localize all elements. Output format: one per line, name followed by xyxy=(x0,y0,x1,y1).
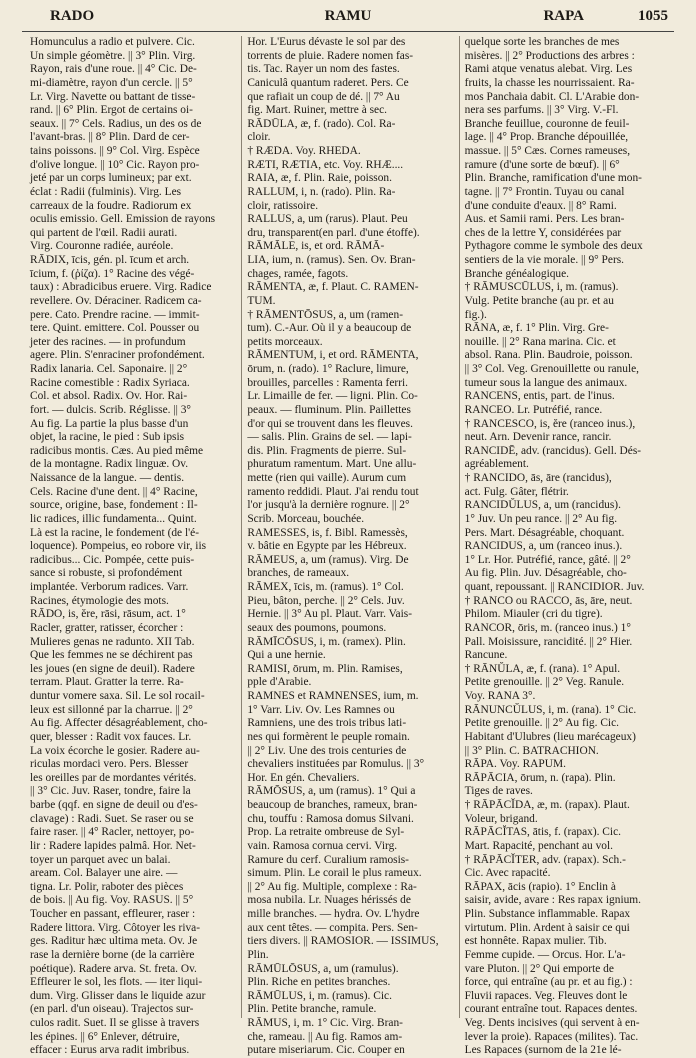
text-line: brouilles, parcelles : Ramenta ferri. xyxy=(247,376,408,389)
text-line: act. Fulg. Gâter, flétrir. xyxy=(464,485,569,498)
text-line: † RĀPĀCĬTER, adv. (rapax). Sch.- xyxy=(464,853,626,866)
text-line: Plin. Petite branche, ramule. xyxy=(247,1003,377,1016)
text-line: Habitant d'Ulubres (lieu marécageux) xyxy=(464,730,636,743)
text-line: RĀMENTA, æ, f. Plaut. C. RAMEN- xyxy=(247,281,419,294)
text-line: Scrib. Morceau, bouchée. xyxy=(247,512,365,525)
text-line: RĀDO, is, ĕre, rāsi, rāsum, act. 1° xyxy=(30,608,186,621)
text-line: Mulieres genas ne radunto. XII Tab. xyxy=(30,635,195,648)
text-line: de bois. || Au fig. Voy. RASUS. || 5° xyxy=(30,894,194,907)
text-line: poétique). Radere arva. St. freta. Ov. xyxy=(30,962,197,975)
text-line: terram. Plaut. Gratter la terre. Ra- xyxy=(30,676,184,689)
text-line: oculis emissio. Gell. Emission de rayons xyxy=(30,213,216,226)
text-line: tagne. || 7° Frontin. Tuyau ou canal xyxy=(464,185,625,198)
text-line: RĀPĀCIA, ōrum, n. (rapa). Plin. xyxy=(464,771,616,784)
text-line: RANCIDŬLUS, a, um (rancidus). xyxy=(464,499,621,512)
text-line: Petite grenouille. || 2° Au fig. Cic. xyxy=(464,717,619,730)
column-right xyxy=(459,36,670,1057)
text-line: nera ses parfums. || 3° Virg. V.-Fl. xyxy=(464,104,619,117)
text-line: courant entraîne tout. Rapaces dentes. xyxy=(464,1003,638,1016)
page-header xyxy=(22,8,674,30)
text-line: RĀNA, æ, f. 1° Plin. Virg. Gre- xyxy=(464,322,609,335)
text-line: Plin. xyxy=(247,948,269,961)
text-line: LIA, ium, n. (ramus). Sen. Ov. Bran- xyxy=(247,254,416,266)
text-line: faire raser. || 4° Racler, nettoyer, po- xyxy=(30,826,195,839)
text-line: Là est la racine, le fondement (de l'é- xyxy=(30,526,200,539)
text-line: RĀMENTUM, i, et ord. RĀMENTA, xyxy=(247,349,419,362)
text-line: radicibus montis. Cæs. Au pied même xyxy=(30,444,204,457)
text-line: RĀMUS, i, m. 1° Cic. Virg. Bran- xyxy=(247,1017,403,1029)
text-line: Ramure du cerf. Curalium ramosis- xyxy=(247,853,409,866)
text-line: RĀMEX, īcis, m. (ramus). 1° Col. xyxy=(247,581,404,593)
text-line: tumeur sous la langue des animaux. xyxy=(464,376,628,389)
text-line: (en parl. d'un oiseau). Trajectos sur- xyxy=(30,1003,194,1016)
text-line: RAMISI, ōrum, m. Plin. Ramises, xyxy=(247,662,403,675)
text-line: Rancune. xyxy=(464,649,508,662)
text-line: La voix écorche le gosier. Radere au- xyxy=(30,744,200,757)
text-line: radicibus... Cic. Pompée, cette puis- xyxy=(30,553,195,566)
text-line: † RÆDA. Voy. RHEDA. xyxy=(247,145,361,157)
text-line: Lr. Virg. Navette ou battant de tisse- xyxy=(30,90,196,103)
text-line: RANCIDUS, a, um (ranceo inus.). xyxy=(464,540,623,553)
text-line: fort. — dulcis. Scrib. Réglisse. || 3° xyxy=(30,403,191,416)
text-line: RĀDŪLA, æ, f. (rado). Col. Ra- xyxy=(247,117,396,130)
text-line: Virg. Couronne radiée, auréole. xyxy=(30,240,174,253)
text-line: tains poissons. || 9° Col. Virg. Espèce xyxy=(30,145,200,157)
text-line: lic radices, illic fundamenta... Quint. xyxy=(30,512,197,525)
text-line: massue. || 5° Cæs. Cornes rameuses, xyxy=(464,145,631,157)
text-line: petits morceaux. xyxy=(247,335,323,348)
text-line: che, rameau. || Au fig. Ramos am- xyxy=(247,1030,403,1043)
text-line: RALLUM, i, n. (rado). Plin. Ra- xyxy=(247,185,396,198)
text-line: Au fig. La partie la plus basse d'un xyxy=(30,417,189,430)
text-line: les oreilles par de mordantes vérités. xyxy=(30,771,197,784)
text-line: mi-diamètre, rayon d'un cercle. || 5° xyxy=(30,76,193,89)
text-line: clavage) : Radi. Suet. Se raser ou se xyxy=(30,812,194,825)
text-line: aux cent têtes. — compita. Pers. Sen- xyxy=(247,921,418,934)
text-line: pple d'Arabie. xyxy=(247,676,312,689)
text-line: putare miseriarum. Cic. Couper en xyxy=(247,1044,405,1057)
text-line: tigna. Lr. Polir, raboter des pièces xyxy=(30,880,184,893)
running-head-center: RAMU xyxy=(324,8,372,24)
text-line: chages, ramée, fagots. xyxy=(247,267,349,280)
column-middle xyxy=(241,36,452,1057)
text-line: Branche généalogique. xyxy=(464,267,570,280)
text-line: pere. Cato. Prendre racine. — immit- xyxy=(30,308,200,321)
text-line: mosa nubila. Lr. Nuages hérissés de xyxy=(247,894,411,907)
text-line: cloir, ratissoire. xyxy=(247,199,319,212)
text-line: 1° Lr. Hor. Putréfié, rance, gâté. || 2° xyxy=(464,553,631,566)
text-line: RĀMŪLŌSUS, a, um (ramulus). xyxy=(247,962,399,975)
text-line: Ramniens, une des trois tribus lati- xyxy=(247,717,407,730)
text-line: que rafiait un coup de dé. || 7° Au xyxy=(247,90,400,103)
text-line: Aus. et Samii rami. Pers. Les bran- xyxy=(464,213,625,226)
text-line: nes qui formèrent le peuple romain. xyxy=(247,730,410,743)
text-line: īcium, f. (ῥίζα). 1° Racine des végé- xyxy=(30,267,195,280)
text-line: Racler, gratter, ratisser, écorcher : xyxy=(30,621,184,634)
text-line: implantée. Verborum radices. Varr. xyxy=(30,581,189,593)
text-line: fruits, la chasse les nourrissaient. Ra- xyxy=(464,76,635,89)
text-line: taux) : Abradicibus eruere. Virg. Radice xyxy=(30,281,212,294)
text-line: † RANCIDO, ās, āre (rancidus), xyxy=(464,472,612,484)
text-line: Toucher en passant, effleurer, raser : xyxy=(30,908,196,920)
text-line: dru, transparent(en parl. d'une étoffe). xyxy=(247,226,420,239)
text-line: fig.). xyxy=(464,308,487,321)
text-line: ges. Raditur hæc ultima meta. Ov. Je xyxy=(30,935,198,948)
text-line: Voleur, brigand. xyxy=(464,812,538,825)
text-line: quer, blesser : Radit vox fauces. Lr. xyxy=(30,730,192,743)
text-line: misères. || 2° Productions des arbres : xyxy=(464,49,635,62)
text-line: chu, touffu : Ramosa domus Silvani. xyxy=(247,812,414,825)
text-line: dis. Plin. Fragments de pierre. Sul- xyxy=(247,444,407,457)
text-line: mos Panchaia dabit. Cl. L'Arabie don- xyxy=(464,90,640,103)
text-line: Femme cupide. — Orcus. Hor. L'a- xyxy=(464,948,626,961)
text-line: les épines. || 6° Enlever, détruire, xyxy=(30,1030,180,1043)
text-line: RAIA, æ, f. Plin. Raie, poisson. xyxy=(247,172,392,185)
text-line: toyer un parquet avec un balai. xyxy=(30,853,171,866)
text-line: Au fig. Affecter désagréablement, cho- xyxy=(30,717,208,730)
text-line: Plin. Riche en petites branches. xyxy=(247,976,391,989)
text-line: Qui a une hernie. xyxy=(247,649,326,662)
text-line: RĀMEUS, a, um (ramus). Virg. De xyxy=(247,553,409,566)
text-line: Rami atque venatus alebat. Virg. Les xyxy=(464,63,633,76)
text-line: Cels. Racine d'une dent. || 4° Racine, xyxy=(30,485,198,498)
text-line: 1° Juv. Un peu rance. || 2° Au fig. xyxy=(464,512,618,525)
text-line: agere. Plin. S'enraciner profondément. xyxy=(30,349,205,362)
text-line: RANCENS, entis, part. de l'inus. xyxy=(464,390,615,403)
text-line: jeter des racines. — in profundum xyxy=(30,335,186,348)
text-line: || 2° Liv. Une des trois centuries de xyxy=(247,744,407,757)
text-line: l'or jusqu'à la dernière rognure. || 2° xyxy=(247,499,410,512)
text-line: torrents de pluie. Radere nomen fas- xyxy=(247,49,414,62)
text-line: effacer : Eurus arva radit imbribus. xyxy=(30,1044,190,1057)
text-line: Pall. Moisissure, rancidité. || 2° Hier. xyxy=(464,635,633,648)
text-line: barbe (qqf. en signe de deuil ou d'es- xyxy=(30,799,198,811)
text-line: tis. Tac. Rayer un nom des fastes. xyxy=(247,63,400,76)
text-line: dum. Virg. Glisser dans le liquide azur xyxy=(30,989,206,1002)
text-line: † RANCESCO, is, ĕre (ranceo inus.), xyxy=(464,417,636,430)
text-line: seaux. || 7° Cels. Radius, un des os de xyxy=(30,117,202,130)
text-line: † RĀPĀCĬDA, æ, m. (rapax). Plaut. xyxy=(464,799,630,811)
text-line: Plin. Substance inflammable. Rapax xyxy=(464,908,631,920)
text-line: de la montagne. Radix linguæ. Ov. xyxy=(30,458,189,471)
text-line: mille branches. — hydra. Ov. L'hydre xyxy=(247,908,420,920)
text-line: Racine comestible : Radix Syriaca. xyxy=(30,376,190,389)
text-line: Caniculâ quantum raderet. Pers. Ce xyxy=(247,76,409,89)
page-number: 1055 xyxy=(638,8,668,24)
text-line: fig. Mart. Ruiner, mettre à sec. xyxy=(247,104,387,117)
text-line: vain. Ramosa cornua cervi. Virg. xyxy=(247,839,398,852)
text-line: Au fig. Plin. Juv. Désagréable, cho- xyxy=(464,567,627,580)
text-line: || 3° Plin. C. BATRACHION. xyxy=(464,744,599,757)
text-line: l'avant-bras. || 8° Plin. Dard de cer- xyxy=(30,131,190,144)
text-line: Radix lanaria. Cel. Saponaire. || 2° xyxy=(30,363,188,375)
dictionary-columns xyxy=(30,36,670,1057)
text-line: leux est sillonné par la charrue. || 2° xyxy=(30,703,193,716)
text-line: RĀNUNCŬLUS, i, m. (rana). 1° Cic. xyxy=(464,703,637,716)
text-line: RALLUS, a, um (rarus). Plaut. Peu xyxy=(247,213,408,226)
text-line: revellere. Ov. Déraciner. Radicem ca- xyxy=(30,294,202,307)
text-line: branches, de rameaux. xyxy=(247,567,350,580)
text-line: d'olive longue. || 10° Cic. Rayon pro- xyxy=(30,158,200,171)
text-line: || 2° Au fig. Multiple, complexe : Ra- xyxy=(247,880,417,893)
text-line: Pieu, bâton, perche. || 2° Cels. Juv. xyxy=(247,594,405,607)
text-line: sance si robuste, si profondément xyxy=(30,567,183,580)
text-line: beaucoup de branches, rameux, bran- xyxy=(247,799,418,811)
text-line: v. bâtie en Egypte par les Hébreux. xyxy=(247,540,407,553)
text-line: || 3° Cic. Juv. Raser, tondre, faire la xyxy=(30,785,191,798)
text-line: Radere littora. Virg. Côtoyer les riva- xyxy=(30,921,201,934)
text-line: Veg. Dents incisives (qui servent à en- xyxy=(464,1017,640,1029)
text-line: Pythagore comme le symbole des deux xyxy=(464,240,643,253)
text-line: virtutum. Plin. Ardent à saisir ce qui xyxy=(464,921,630,934)
text-line: cloir. xyxy=(247,131,271,144)
text-line: Homunculus a radio et pulvere. Cic. xyxy=(30,36,195,48)
text-line: tum). C.-Aur. Où il y a beaucoup de xyxy=(247,322,412,335)
text-line: culos radit. Suet. Il se glisse à travers xyxy=(30,1017,200,1029)
text-line: les joues (en signe de deuil). Radere xyxy=(30,662,195,675)
text-line: phuratum ramentum. Mart. Une allu- xyxy=(247,458,417,471)
running-head-right: RAPA xyxy=(543,8,584,24)
text-line: Tiges de raves. xyxy=(464,785,533,798)
text-line: source, origine, base, fondement : Il- xyxy=(30,499,198,512)
text-line: absol. Rana. Plin. Baudroie, poisson. xyxy=(464,349,633,362)
text-line: RAMESSES, is, f. Bibl. Ramessès, xyxy=(247,526,408,539)
text-line: 1° Varr. Liv. Ov. Les Ramnes ou xyxy=(247,703,395,716)
text-line: quant, repoussant. || RANCIDIOR. Juv. xyxy=(464,581,645,593)
text-line: force, qui entraîne (au pr. et au fig.) : xyxy=(464,976,633,989)
text-line: RANCEO. Lr. Putréfié, rance. xyxy=(464,403,603,416)
text-line: RANCOR, ōris, m. (ranceo inus.) 1° xyxy=(464,621,631,634)
text-line: Rayon, rais d'une roue. || 4° Cic. De- xyxy=(30,63,197,76)
text-line: agréablement. xyxy=(464,458,529,471)
text-line: Cic. Avec rapacité. xyxy=(464,867,551,880)
text-line: nouille. || 2° Rana marina. Cic. et xyxy=(464,335,616,348)
text-line: qui partent de l'œil. Radii aurati. xyxy=(30,226,178,239)
text-line: Philom. Miauler (cri du tigre). xyxy=(464,608,603,621)
text-line: RAMNES et RAMNENSES, ium, m. xyxy=(247,690,419,702)
text-line: || 3° Col. Veg. Grenouillette ou ranule, xyxy=(464,363,640,375)
text-line: † RĀNŬLA, æ, f. (rana). 1° Apul. xyxy=(464,662,621,675)
text-line: Vulg. Petite branche (au pr. et au xyxy=(464,294,614,307)
column-left xyxy=(30,36,235,1057)
text-line: RĀMĪCŌSUS, i, m. (ramex). Plin. xyxy=(247,635,406,648)
text-line: neut. Arn. Devenir rance, rancir. xyxy=(464,431,612,444)
text-line: ches de la lettre Y, considérées par xyxy=(464,226,622,239)
text-line: RÆTI, RÆTIA, etc. Voy. RHÆ.... xyxy=(247,158,404,171)
text-line: jeté par un corps lumineux; par ext. xyxy=(30,172,192,185)
text-line: RĀPAX, ācis (rapio). 1° Enclin à xyxy=(464,880,616,893)
text-line: duntur vomere saxa. Sil. Le sol rocail- xyxy=(30,690,205,702)
text-line: † RĀMENTŌSUS, a, um (ramen- xyxy=(247,308,403,321)
text-line: saisir, avide, avare : Res rapax ignium. xyxy=(464,894,642,907)
text-line: carreaux de la foudre. Radiorum ex xyxy=(30,199,192,212)
text-line: Voy. RANA 3°. xyxy=(464,690,536,702)
text-line: Racines, étymologie des mots. xyxy=(30,594,169,607)
text-line: Hernie. || 3° Au pl. Plaut. Varr. Vais- xyxy=(247,608,412,621)
text-line: éclat : Radii (fulminis). Virg. Les xyxy=(30,185,182,198)
text-line: TUM. xyxy=(247,294,276,307)
text-line: lir : Radere lapides palmâ. Hor. Net- xyxy=(30,839,196,852)
text-line: — salis. Plin. Grains de sel. — lapi- xyxy=(247,431,412,444)
text-line: Que les femmes ne se déchirent pas xyxy=(30,649,193,662)
text-line: RANCIDĒ, adv. (rancidus). Gell. Dés- xyxy=(464,444,642,457)
text-line: lever la proie). Rapaces (milites). Tac. xyxy=(464,1030,639,1043)
text-line: d'or qui se trouvent dans les fleuves. xyxy=(247,417,413,430)
text-line: lage. || 4° Prop. Branche dépouillée, xyxy=(464,131,629,144)
text-line: objet, la racine, le pied : Sub ipsis xyxy=(30,431,185,444)
text-line: RĀMĀLE, is, et ord. RĀMĀ- xyxy=(247,240,385,253)
text-line: rase la dernière borne (de la carrière xyxy=(30,948,195,961)
text-line: simum. Plin. Le corail le plus rameux. xyxy=(247,867,422,880)
running-head-left: RADO xyxy=(50,8,95,24)
text-line: RĀPĀCĬTAS, ātis, f. (rapax). Cic. xyxy=(464,826,621,839)
text-line: aream. Col. Balayer une aire. — xyxy=(30,867,178,880)
text-line: rand. || 6° Plin. Ergot de certains oi- xyxy=(30,104,193,117)
text-line: Petite grenouille. || 2° Veg. Ranule. xyxy=(464,676,625,689)
text-line: RĀPA. Voy. RAPUM. xyxy=(464,758,566,771)
text-line: Prop. La retraite ombreuse de Syl- xyxy=(247,826,405,839)
text-line: Naissance de la langue. — dentis. xyxy=(30,472,185,484)
text-line: RĀMŪLUS, i, m. (ramus). Cic. xyxy=(247,989,392,1002)
text-line: † RĀMUSCŪLUS, i, m. (ramus). xyxy=(464,281,619,294)
text-line: Mart. Rapacité, penchant au vol. xyxy=(464,839,613,852)
text-line: ramure (d'une sorte de bœuf). || 6° xyxy=(464,158,620,171)
text-line: RĀDIX, īcis, gén. pl. īcum et arch. xyxy=(30,254,190,266)
text-line: ōrum, n. (rado). 1° Raclure, limure, xyxy=(247,363,409,375)
text-line: d'une conduite d'eaux. || 8° Rami. xyxy=(464,199,617,212)
text-line: Hor. En gén. Chevaliers. xyxy=(247,771,360,784)
text-line: chevaliers instituées par Romulus. || 3° xyxy=(247,758,425,771)
text-line: Fluvii rapaces. Veg. Fleuves dont le xyxy=(464,989,628,1002)
text-line: Branche feuillue, couronne de feuil- xyxy=(464,117,630,130)
text-line: tiers divers. || RAMOSIOR. — ISSIMUS, xyxy=(247,935,439,948)
text-line: Effleurer le sol, les flots. — iter liqui- xyxy=(30,976,203,989)
text-line: quelque sorte les branches de mes xyxy=(464,36,620,48)
text-line: Pers. Mart. Désagréable, choquant. xyxy=(464,526,625,539)
text-line: loquence). Pompeius, eo robore vir, iis xyxy=(30,540,207,553)
text-line: Lr. Limaille de fer. — ligni. Plin. Co- xyxy=(247,390,418,403)
text-line: vare Pluton. || 2° Qui emporte de xyxy=(464,962,614,975)
text-line: seaux des poumons, poumons. xyxy=(247,621,387,634)
text-line: RĀMŌSUS, a, um (ramus). 1° Qui a xyxy=(247,785,416,798)
text-line: est honnête. Rapax mulier. Tib. xyxy=(464,935,607,948)
text-line: peaux. — fluminum. Plin. Paillettes xyxy=(247,403,411,416)
text-line: † RANCO ou RACCO, ās, āre, neut. xyxy=(464,594,633,607)
text-line: Col. et absol. Radix. Ov. Hor. Rai- xyxy=(30,390,188,403)
text-line: sentiers de la vie morale. || 9° Pers. xyxy=(464,254,625,266)
header-rule xyxy=(22,31,674,32)
text-line: Plin. Branche, ramification d'une mon- xyxy=(464,172,642,185)
text-line: Un simple géomètre. || 3° Plin. Virg. xyxy=(30,49,196,62)
text-line: mette (rien qui vaille). Aurum cum xyxy=(247,472,407,484)
text-line: Hor. L'Eurus dévaste le sol par des xyxy=(247,36,406,48)
text-line: tere. Quint. emittere. Col. Pousser ou xyxy=(30,322,200,335)
text-line: riculas mordaci vero. Pers. Blesser xyxy=(30,758,189,771)
text-line: Les Rapaces (surnom de la 21e lé- xyxy=(464,1044,622,1057)
text-line: ramento reddidi. Plaut. J'ai rendu tout xyxy=(247,485,419,498)
